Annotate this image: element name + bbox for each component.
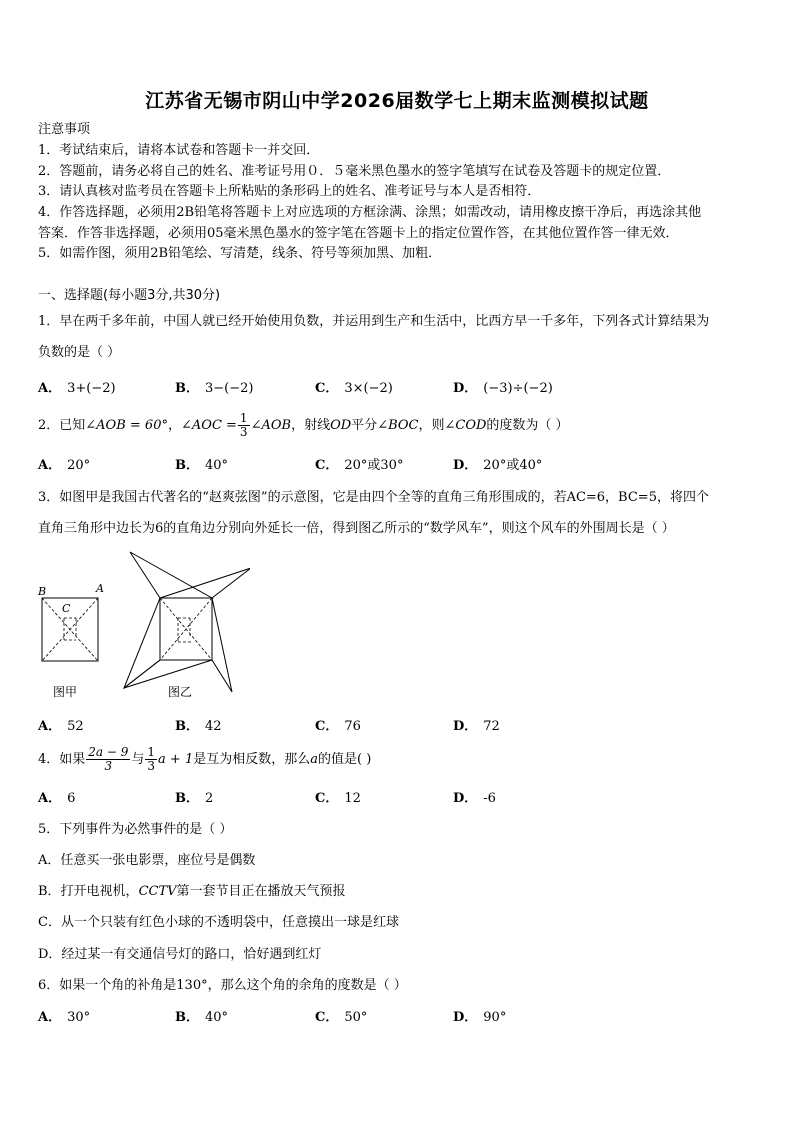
notice-item-4: 4．作答选择题，必须用2B铅笔将答题卡上对应选项的方框涂满、涂黑；如需改动，请用橡皮擦干净后，再选涂其他 bbox=[38, 205, 702, 220]
label-c: C bbox=[62, 602, 71, 615]
q6-option-b: B． 40° bbox=[175, 1010, 229, 1025]
q4-option-a: A． 6 bbox=[38, 791, 76, 806]
q3-option-c: C． 76 bbox=[315, 719, 361, 734]
q1-option-d: D． (−3)÷(−2) bbox=[453, 381, 553, 396]
q2-option-a: A． 20° bbox=[38, 458, 91, 473]
q5-option-d: D．经过某一有交通信号灯的路口，恰好遇到红灯 bbox=[38, 947, 322, 962]
notice-item-1: 1．考试结束后，请将本试卷和答题卡一并交回． bbox=[38, 143, 320, 158]
q3-option-a: A． 52 bbox=[38, 719, 84, 734]
notice-item-2: 2．答题前，请务必将自己的姓名、准考证号用０．５毫米黑色墨水的签字笔填写在试卷及答题卡的规定位置． bbox=[38, 164, 671, 179]
q4-option-b: B． 2 bbox=[175, 791, 214, 806]
q6-option-a: A． 30° bbox=[38, 1010, 91, 1025]
q5-option-a: A．任意买一张电影票，座位号是偶数 bbox=[38, 853, 256, 868]
figure-yi bbox=[120, 550, 250, 695]
notice-item-4-cont: 答案．作答非选择题，必须用05毫米黑色墨水的签字笔在答题卡上的指定位置作答，在其他位置作答一律无效． bbox=[38, 226, 679, 241]
q3-stem-line2: 直角三角形中边长为6的直角边分别向外延长一倍，得到图乙所示的“数学风车”，则这个风车的外围周长是（ ） bbox=[38, 521, 675, 536]
notice-heading: 注意事项 bbox=[38, 122, 91, 137]
figure-jia bbox=[34, 578, 114, 690]
q4-fraction-1: $\frac{2a - 9}{3}$ bbox=[88, 745, 129, 773]
figure-jia-caption: 图甲 bbox=[53, 685, 78, 699]
q6-stem: 6．如果一个角的补角是130°，那么这个角的余角的度数是（ ） bbox=[38, 978, 407, 993]
q1-option-c: C． 3×(−2) bbox=[315, 381, 393, 396]
q2-option-c: C． 20°或30° bbox=[315, 458, 404, 473]
q3-option-b: B． 42 bbox=[175, 719, 222, 734]
label-a: A bbox=[96, 582, 104, 595]
section-heading: 一、选择题(每小题3分,共30分) bbox=[38, 288, 221, 303]
q3-option-d: D． 72 bbox=[453, 719, 500, 734]
q2-option-d: D． 20°或40° bbox=[453, 458, 543, 473]
q1-stem-line2: 负数的是（ ） bbox=[38, 345, 121, 360]
q1-option-a: A． 3+(−2) bbox=[38, 381, 116, 396]
notice-item-5: 5．如需作图，须用2B铅笔绘、写清楚，线条、符号等须加黑、加粗． bbox=[38, 246, 442, 261]
q2-option-b: B． 40° bbox=[175, 458, 229, 473]
page-title: 江苏省无锡市阴山中学2026届数学七上期末监测模拟试题 bbox=[145, 90, 649, 112]
q4-stem: 4．如果 $\frac{2a - 9}{3}$ 与 $\frac{1}{3}$ a + 1是互为相反数，那么a的值是( ) bbox=[38, 745, 372, 773]
q4-option-d: D． -6 bbox=[453, 791, 496, 806]
label-b: B bbox=[38, 585, 47, 598]
q2-fraction: $\frac{1}{3}$ bbox=[239, 411, 248, 439]
q4-fraction-2: $\frac{1}{3}$ bbox=[147, 745, 156, 773]
figure-yi-caption: 图乙 bbox=[168, 685, 193, 699]
q5-option-b: B．打开电视机，CCTV第一套节目正在播放天气预报 bbox=[38, 884, 346, 899]
q1-option-b: B． 3−(−2) bbox=[175, 381, 254, 396]
q6-option-c: C． 50° bbox=[315, 1010, 368, 1025]
q2-stem: 2．已知∠AOB = 60°，∠AOC = $\frac{1}{3}$ ∠AOB，射线OD平分∠BOC，则∠COD的度数为（ ） bbox=[38, 411, 569, 439]
q3-stem-line1: 3．如图甲是我国古代著名的“赵爽弦图”的示意图，它是由四个全等的直角三角形围成的，若AC=6，BC=5，将四个 bbox=[38, 490, 709, 505]
q4-option-c: C． 12 bbox=[315, 791, 361, 806]
notice-item-3: 3．请认真核对监考员在答题卡上所粘贴的条形码上的姓名、准考证号与本人是否相符． bbox=[38, 184, 541, 199]
q1-stem-line1: 1．早在两千多年前，中国人就已经开始使用负数，并运用到生产和生活中，比西方早一千多年，下列各式计算结果为 bbox=[38, 314, 710, 329]
q5-stem: 5．下列事件为必然事件的是（ ） bbox=[38, 822, 233, 837]
q5-option-c: C．从一个只装有红色小球的不透明袋中，任意摸出一球是红球 bbox=[38, 915, 399, 930]
q6-option-d: D． 90° bbox=[453, 1010, 507, 1025]
